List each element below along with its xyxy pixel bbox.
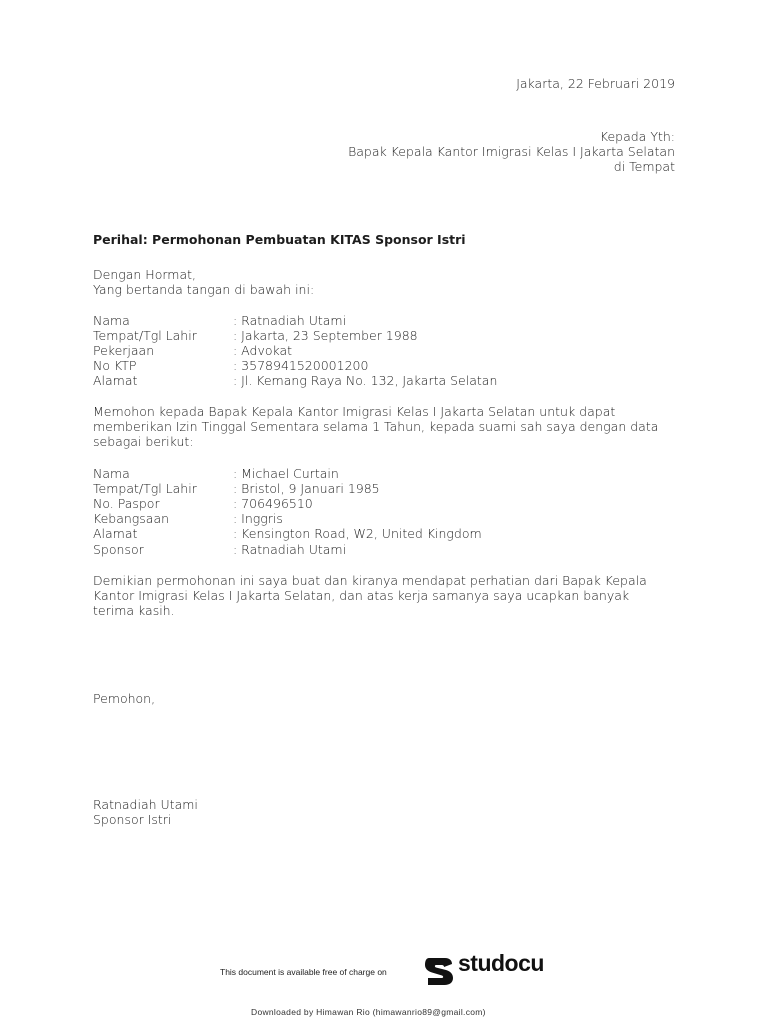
spouse-value: : Kensington Road, W2, United Kingdom [233, 526, 482, 541]
recipient-block [348, 129, 675, 174]
availability-notice: This document is available free of charge on [220, 967, 387, 977]
intro-text: Yang bertanda tangan di bawah ini: [93, 282, 315, 297]
spouse-value: : Inggris [233, 511, 283, 526]
greeting: Dengan Hormat, [93, 267, 196, 282]
spouse-value: : Michael Curtain [233, 466, 339, 481]
closing-line: Kantor Imigrasi Kelas I Jakarta Selatan, dan atas kerja samanya saya ucapkan banyak [93, 588, 630, 603]
place-date: Jakarta, 22 Februari 2019 [516, 76, 675, 91]
applicant-value: : 3578941520001200 [233, 358, 369, 373]
spouse-label: Kebangsaan [93, 511, 170, 526]
sign-off: Pemohon, [93, 691, 156, 706]
recipient-line-3: di Tempat [613, 159, 675, 174]
studocu-brand-name[interactable]: studocu [458, 950, 544, 976]
applicant-value: : Jl. Kemang Raya No. 132, Jakarta Selatan [233, 373, 498, 388]
downloaded-by-notice: Downloaded by Himawan Rio (himawanrio89@gmail.com) [251, 1007, 486, 1017]
applicant-label: Tempat/Tgl Lahir [93, 328, 197, 343]
studocu-logo-icon[interactable] [423, 955, 455, 987]
closing-line: terima kasih. [93, 603, 175, 618]
request-line: Memohon kepada Bapak Kepala Kantor Imigrasi Kelas I Jakarta Selatan untuk dapat [93, 404, 616, 419]
applicant-label: Pekerjaan [93, 343, 155, 358]
spouse-label: Alamat [93, 526, 138, 541]
applicant-label: Nama [93, 313, 130, 328]
signer-name: Ratnadiah Utami [93, 797, 198, 812]
recipient-line-1: Kepada Yth: [599, 129, 675, 144]
applicant-label: Alamat [93, 373, 138, 388]
request-line: sebagai berikut: [93, 434, 194, 449]
spouse-value: : Ratnadiah Utami [233, 542, 347, 557]
letter-subject: Perihal: Permohonan Pembuatan KITAS Sponsor Istri [93, 232, 466, 247]
spouse-label: Tempat/Tgl Lahir [93, 481, 197, 496]
recipient-line-2: Bapak Kepala Kantor Imigrasi Kelas I Jakarta Selatan [348, 144, 675, 159]
applicant-value: : Jakarta, 23 September 1988 [233, 328, 418, 343]
closing-paragraph [93, 573, 693, 618]
applicant-value: : Ratnadiah Utami [233, 313, 347, 328]
request-line: memberikan Izin Tinggal Sementara selama 1 Tahun, kepada suami sah saya dengan data [93, 419, 659, 434]
spouse-label: No. Paspor [93, 496, 160, 511]
spouse-label: Nama [93, 466, 130, 481]
applicant-value: : Advokat [233, 343, 293, 358]
applicant-label: No KTP [93, 358, 137, 373]
spouse-value: : Bristol, 9 Januari 1985 [233, 481, 380, 496]
request-paragraph [93, 404, 693, 449]
signer-role: Sponsor Istri [93, 812, 172, 827]
closing-line: Demikian permohonan ini saya buat dan kiranya mendapat perhatian dari Bapak Kepala [93, 573, 647, 588]
spouse-value: : 706496510 [233, 496, 313, 511]
spouse-label: Sponsor [93, 542, 144, 557]
